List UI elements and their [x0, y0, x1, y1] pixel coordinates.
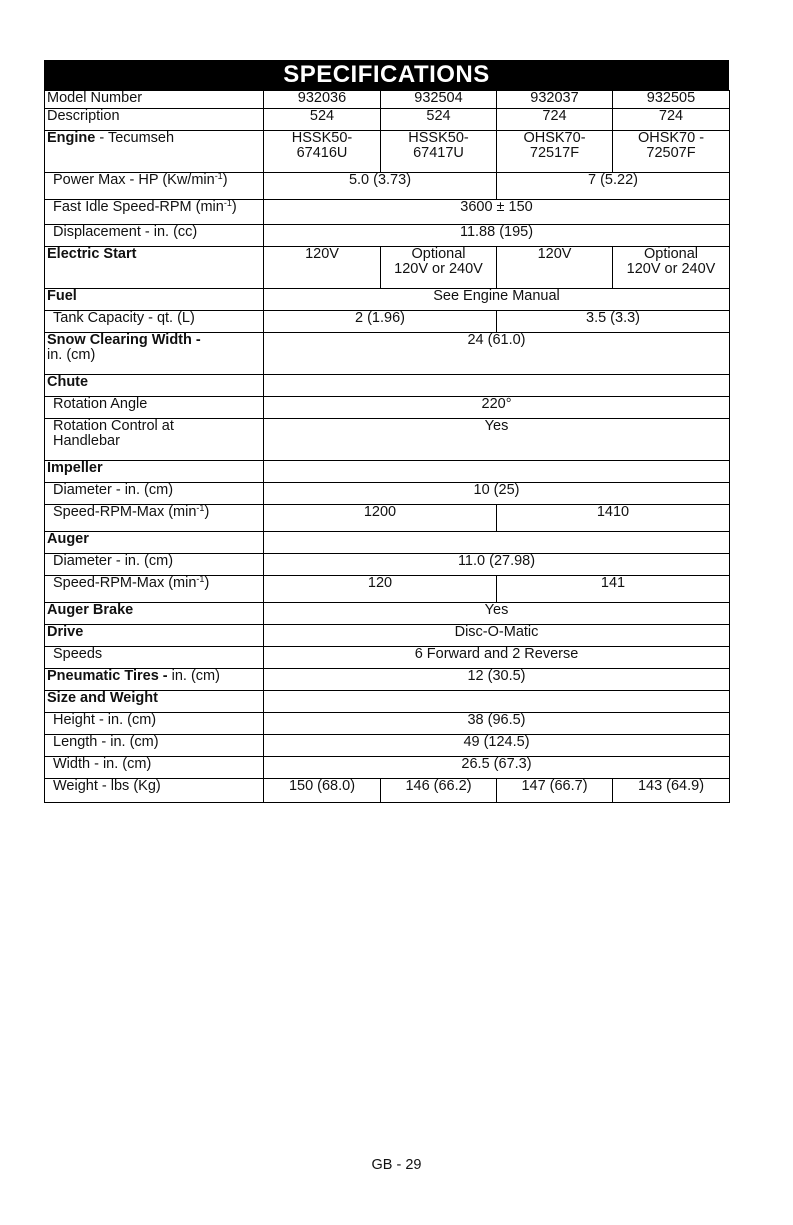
- spec-value: 220°: [264, 397, 730, 419]
- spec-label: Description: [45, 109, 264, 131]
- spec-value: See Engine Manual: [264, 289, 730, 311]
- spec-label: Diameter - in. (cm): [45, 554, 264, 576]
- spec-value: Optional 120V or 240V: [381, 247, 497, 289]
- spec-row: [45, 419, 730, 461]
- spec-value: 120V: [497, 247, 613, 289]
- spec-row: [45, 691, 730, 713]
- spec-value: Yes: [264, 603, 730, 625]
- spec-row: [45, 669, 730, 691]
- spec-row: [45, 603, 730, 625]
- spec-value: 2 (1.96): [264, 311, 497, 333]
- spec-row: [45, 505, 730, 532]
- spec-label: Auger Brake: [45, 603, 264, 625]
- spec-value: 120: [264, 576, 497, 603]
- spec-label: Rotation Control at Handlebar: [45, 419, 264, 461]
- spec-value: 932505: [613, 91, 730, 109]
- spec-label: Impeller: [45, 461, 264, 483]
- spec-row: [45, 91, 730, 109]
- spec-row: [45, 247, 730, 289]
- spec-value: [264, 532, 730, 554]
- spec-row: [45, 200, 730, 225]
- spec-label: Power Max - HP $(Kw/\min^{-1})$: [45, 173, 264, 200]
- spec-label: Displacement - in. (cc): [45, 225, 264, 247]
- spec-row: [45, 713, 730, 735]
- spec-value: 724: [613, 109, 730, 131]
- spec-row: [45, 532, 730, 554]
- spec-value: Optional 120V or 240V: [613, 247, 730, 289]
- spec-value: [264, 691, 730, 713]
- spec-row: [45, 173, 730, 200]
- spec-label: Model Number: [45, 91, 264, 109]
- spec-value: 524: [381, 109, 497, 131]
- spec-value: 3600 ± 150: [264, 200, 730, 225]
- spec-label: Height - in. (cm): [45, 713, 264, 735]
- spec-value: [264, 375, 730, 397]
- page-title: SPECIFICATIONS: [44, 60, 729, 90]
- spec-row: [45, 757, 730, 779]
- spec-label: Diameter - in. (cm): [45, 483, 264, 505]
- spec-row: [45, 225, 730, 247]
- spec-value: 932037: [497, 91, 613, 109]
- spec-label: Fuel: [45, 289, 264, 311]
- spec-label: Rotation Angle: [45, 397, 264, 419]
- spec-value: 1410: [497, 505, 730, 532]
- page-number: GB - 29: [371, 1157, 422, 1173]
- spec-value: 120V: [264, 247, 381, 289]
- spec-value: Yes: [264, 419, 730, 461]
- spec-label: Speed-RPM-Max $(\min^{-1})$: [45, 576, 264, 603]
- spec-label: Size and Weight: [45, 691, 264, 713]
- spec-label: Snow Clearing Width - in. (cm): [45, 333, 264, 375]
- spec-label: Speeds: [45, 647, 264, 669]
- spec-value: OHSK70 - 72507F: [613, 131, 730, 173]
- spec-label: Width - in. (cm): [45, 757, 264, 779]
- spec-row: [45, 333, 730, 375]
- spec-label: Weight - lbs (Kg): [45, 779, 264, 803]
- spec-value: 524: [264, 109, 381, 131]
- spec-value: 24 (61.0): [264, 333, 730, 375]
- spec-value: HSSK50- 67417U: [381, 131, 497, 173]
- spec-row: [45, 554, 730, 576]
- spec-label: Electric Start: [45, 247, 264, 289]
- spec-value: [264, 461, 730, 483]
- spec-value: 10 (25): [264, 483, 730, 505]
- spec-value: 38 (96.5): [264, 713, 730, 735]
- spec-value: 7 (5.22): [497, 173, 730, 200]
- spec-value: 26.5 (67.3): [264, 757, 730, 779]
- spec-row: [45, 289, 730, 311]
- spec-row: [45, 576, 730, 603]
- spec-value: 1200: [264, 505, 497, 532]
- spec-label: Fast Idle Speed-RPM $(\min^{-1})$: [45, 200, 264, 225]
- spec-row: [45, 311, 730, 333]
- spec-label: Tank Capacity - qt. (L): [45, 311, 264, 333]
- spec-value: 146 (66.2): [381, 779, 497, 803]
- spec-label: Engine - Tecumseh: [45, 131, 264, 173]
- spec-label: Pneumatic Tires - in. (cm): [45, 669, 264, 691]
- spec-value: 11.0 (27.98): [264, 554, 730, 576]
- spec-row: [45, 483, 730, 505]
- spec-value: 147 (66.7): [497, 779, 613, 803]
- spec-row: [45, 131, 730, 173]
- specifications-table: [44, 90, 730, 803]
- spec-row: [45, 647, 730, 669]
- spec-row: [45, 397, 730, 419]
- spec-value: 6 Forward and 2 Reverse: [264, 647, 730, 669]
- spec-value: 49 (124.5): [264, 735, 730, 757]
- spec-label: Auger: [45, 532, 264, 554]
- spec-row: [45, 625, 730, 647]
- spec-value: 3.5 (3.3): [497, 311, 730, 333]
- spec-value: 932504: [381, 91, 497, 109]
- spec-row: [45, 109, 730, 131]
- spec-value: 150 (68.0): [264, 779, 381, 803]
- spec-value: 11.88 (195): [264, 225, 730, 247]
- spec-value: 932036: [264, 91, 381, 109]
- spec-row: [45, 779, 730, 803]
- spec-label: Length - in. (cm): [45, 735, 264, 757]
- spec-label: Chute: [45, 375, 264, 397]
- spec-row: [45, 735, 730, 757]
- spec-value: 5.0 (3.73): [264, 173, 497, 200]
- spec-value: 143 (64.9): [613, 779, 730, 803]
- spec-value: 12 (30.5): [264, 669, 730, 691]
- spec-value: 724: [497, 109, 613, 131]
- spec-value: HSSK50- 67416U: [264, 131, 381, 173]
- spec-label: Speed-RPM-Max $(\min^{-1})$: [45, 505, 264, 532]
- spec-label: Drive: [45, 625, 264, 647]
- spec-value: OHSK70- 72517F: [497, 131, 613, 173]
- spec-row: [45, 375, 730, 397]
- spec-row: [45, 461, 730, 483]
- spec-value: 141: [497, 576, 730, 603]
- spec-value: Disc-O-Matic: [264, 625, 730, 647]
